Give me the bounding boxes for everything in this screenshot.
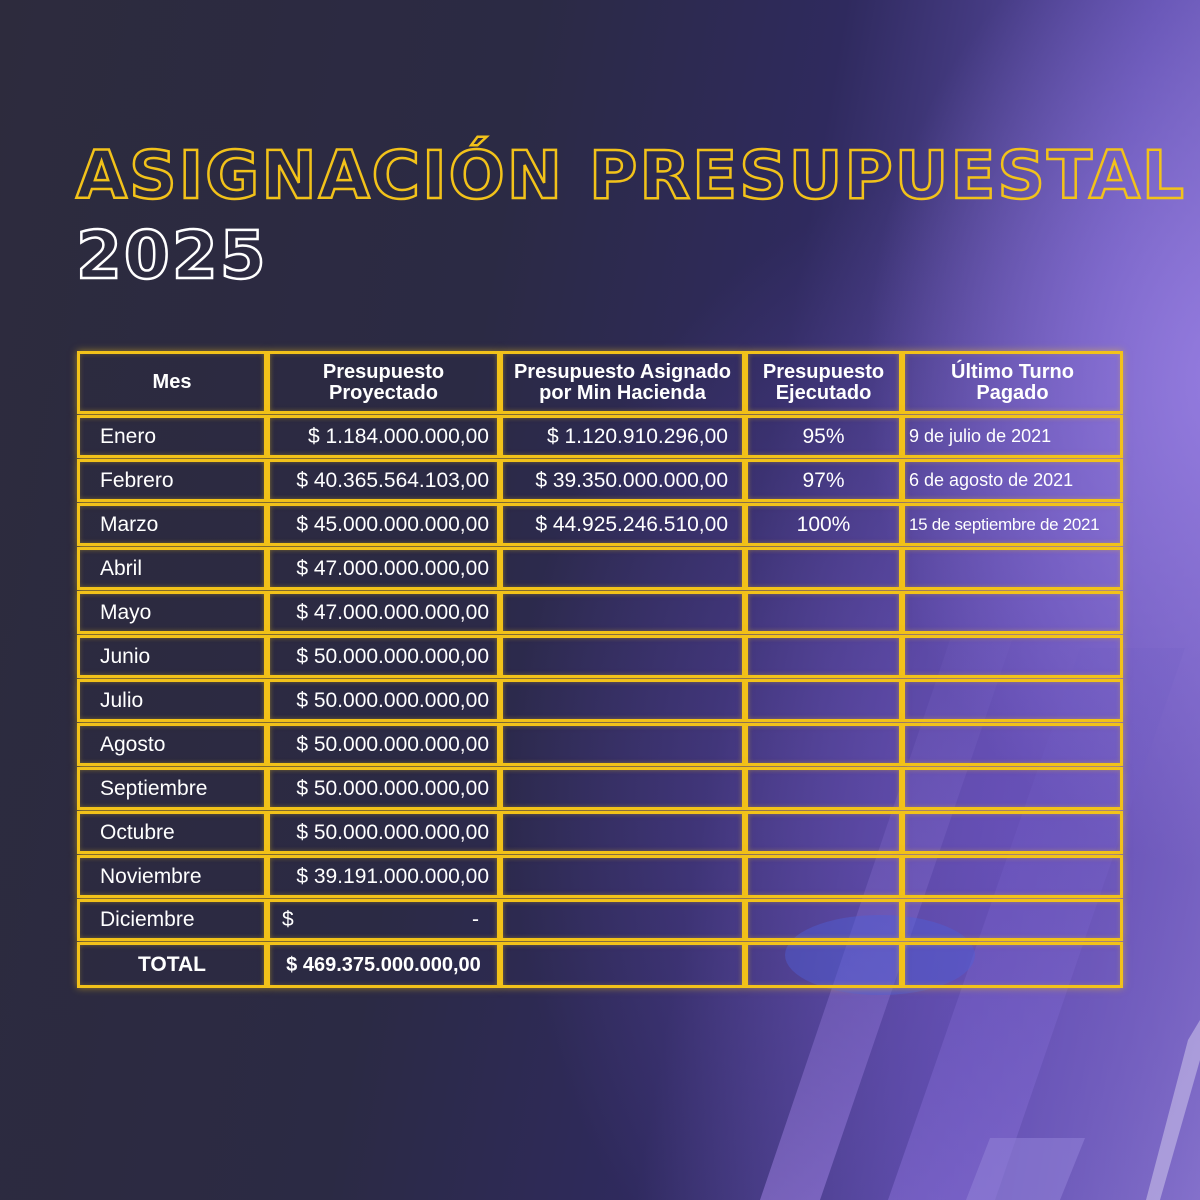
cell-asignado [500,811,745,854]
cell-asignado [500,679,745,722]
cell-mes: Septiembre [77,767,267,810]
cell-ejecutado [745,723,902,766]
cell-proyectado: $ 47.000.000.000,00 [267,591,500,634]
cell-ejecutado [745,855,902,898]
cell-turno [902,811,1123,854]
cell-ejecutado [745,811,902,854]
cell-mes: Mayo [77,591,267,634]
cell-mes: Abril [77,547,267,590]
cell-asignado [500,635,745,678]
header-presupuesto-proyectado: Presupuesto Proyectado [267,351,500,414]
cell-asignado [500,547,745,590]
cell-proyectado: $ 50.000.000.000,00 [267,679,500,722]
cell-mes: Diciembre [77,899,267,941]
cell-mes: Noviembre [77,855,267,898]
cell-proyectado: $ 50.000.000.000,00 [267,767,500,810]
total-ejecutado [745,942,902,988]
header-mes: Mes [77,351,267,414]
cell-proyectado: $ 50.000.000.000,00 [267,723,500,766]
cell-ejecutado: 100% [745,503,902,546]
cell-ejecutado [745,767,902,810]
cell-proyectado: $ 39.191.000.000,00 [267,855,500,898]
cell-turno [902,723,1123,766]
cell-turno [902,635,1123,678]
cell-mes: Marzo [77,503,267,546]
cell-turno: 9 de julio de 2021 [902,415,1123,458]
cell-turno: 6 de agosto de 2021 [902,459,1123,502]
cell-proyectado [267,899,500,941]
cell-proyectado: $ 1.184.000.000,00 [267,415,500,458]
cell-mes: Junio [77,635,267,678]
cell-mes: Agosto [77,723,267,766]
currency-symbol: $ [282,908,294,931]
cell-proyectado: $ 50.000.000.000,00 [267,811,500,854]
cell-turno [902,547,1123,590]
cell-asignado [500,591,745,634]
cell-turno [902,855,1123,898]
cell-turno [902,899,1123,941]
total-label: TOTAL [77,942,267,988]
empty-value-dash: - [472,908,479,931]
header-presupuesto-asignado: Presupuesto Asignado por Min Hacienda [500,351,745,414]
cell-proyectado: $ 45.000.000.000,00 [267,503,500,546]
cell-turno [902,679,1123,722]
cell-mes: Enero [77,415,267,458]
total-asignado [500,942,745,988]
cell-proyectado: $ 47.000.000.000,00 [267,547,500,590]
total-turno [902,942,1123,988]
cell-asignado: $ 44.925.246.510,00 [500,503,745,546]
cell-asignado [500,855,745,898]
cell-ejecutado [745,679,902,722]
cell-ejecutado [745,635,902,678]
cell-mes: Julio [77,679,267,722]
cell-asignado: $ 39.350.000.000,00 [500,459,745,502]
cell-asignado [500,899,745,941]
total-proyectado: $ 469.375.000.000,00 [267,942,500,988]
cell-ejecutado [745,547,902,590]
cell-turno [902,591,1123,634]
header-presupuesto-ejecutado: Presupuesto Ejecutado [745,351,902,414]
cell-proyectado: $ 40.365.564.103,00 [267,459,500,502]
budget-table [77,351,1123,988]
header-ultimo-turno: Último Turno Pagado [902,351,1123,414]
cell-ejecutado [745,591,902,634]
cell-mes: Febrero [77,459,267,502]
cell-asignado: $ 1.120.910.296,00 [500,415,745,458]
cell-asignado [500,723,745,766]
cell-ejecutado: 97% [745,459,902,502]
cell-turno [902,767,1123,810]
cell-ejecutado: 95% [745,415,902,458]
cell-turno: 15 de septiembre de 2021 [902,503,1123,546]
cell-mes: Octubre [77,811,267,854]
cell-proyectado: $ 50.000.000.000,00 [267,635,500,678]
page-title: ASIGNACIÓN PRESUPUESTAL [76,137,1186,214]
cell-ejecutado [745,899,902,941]
page-subtitle-year: 2025 [76,217,268,294]
cell-asignado [500,767,745,810]
